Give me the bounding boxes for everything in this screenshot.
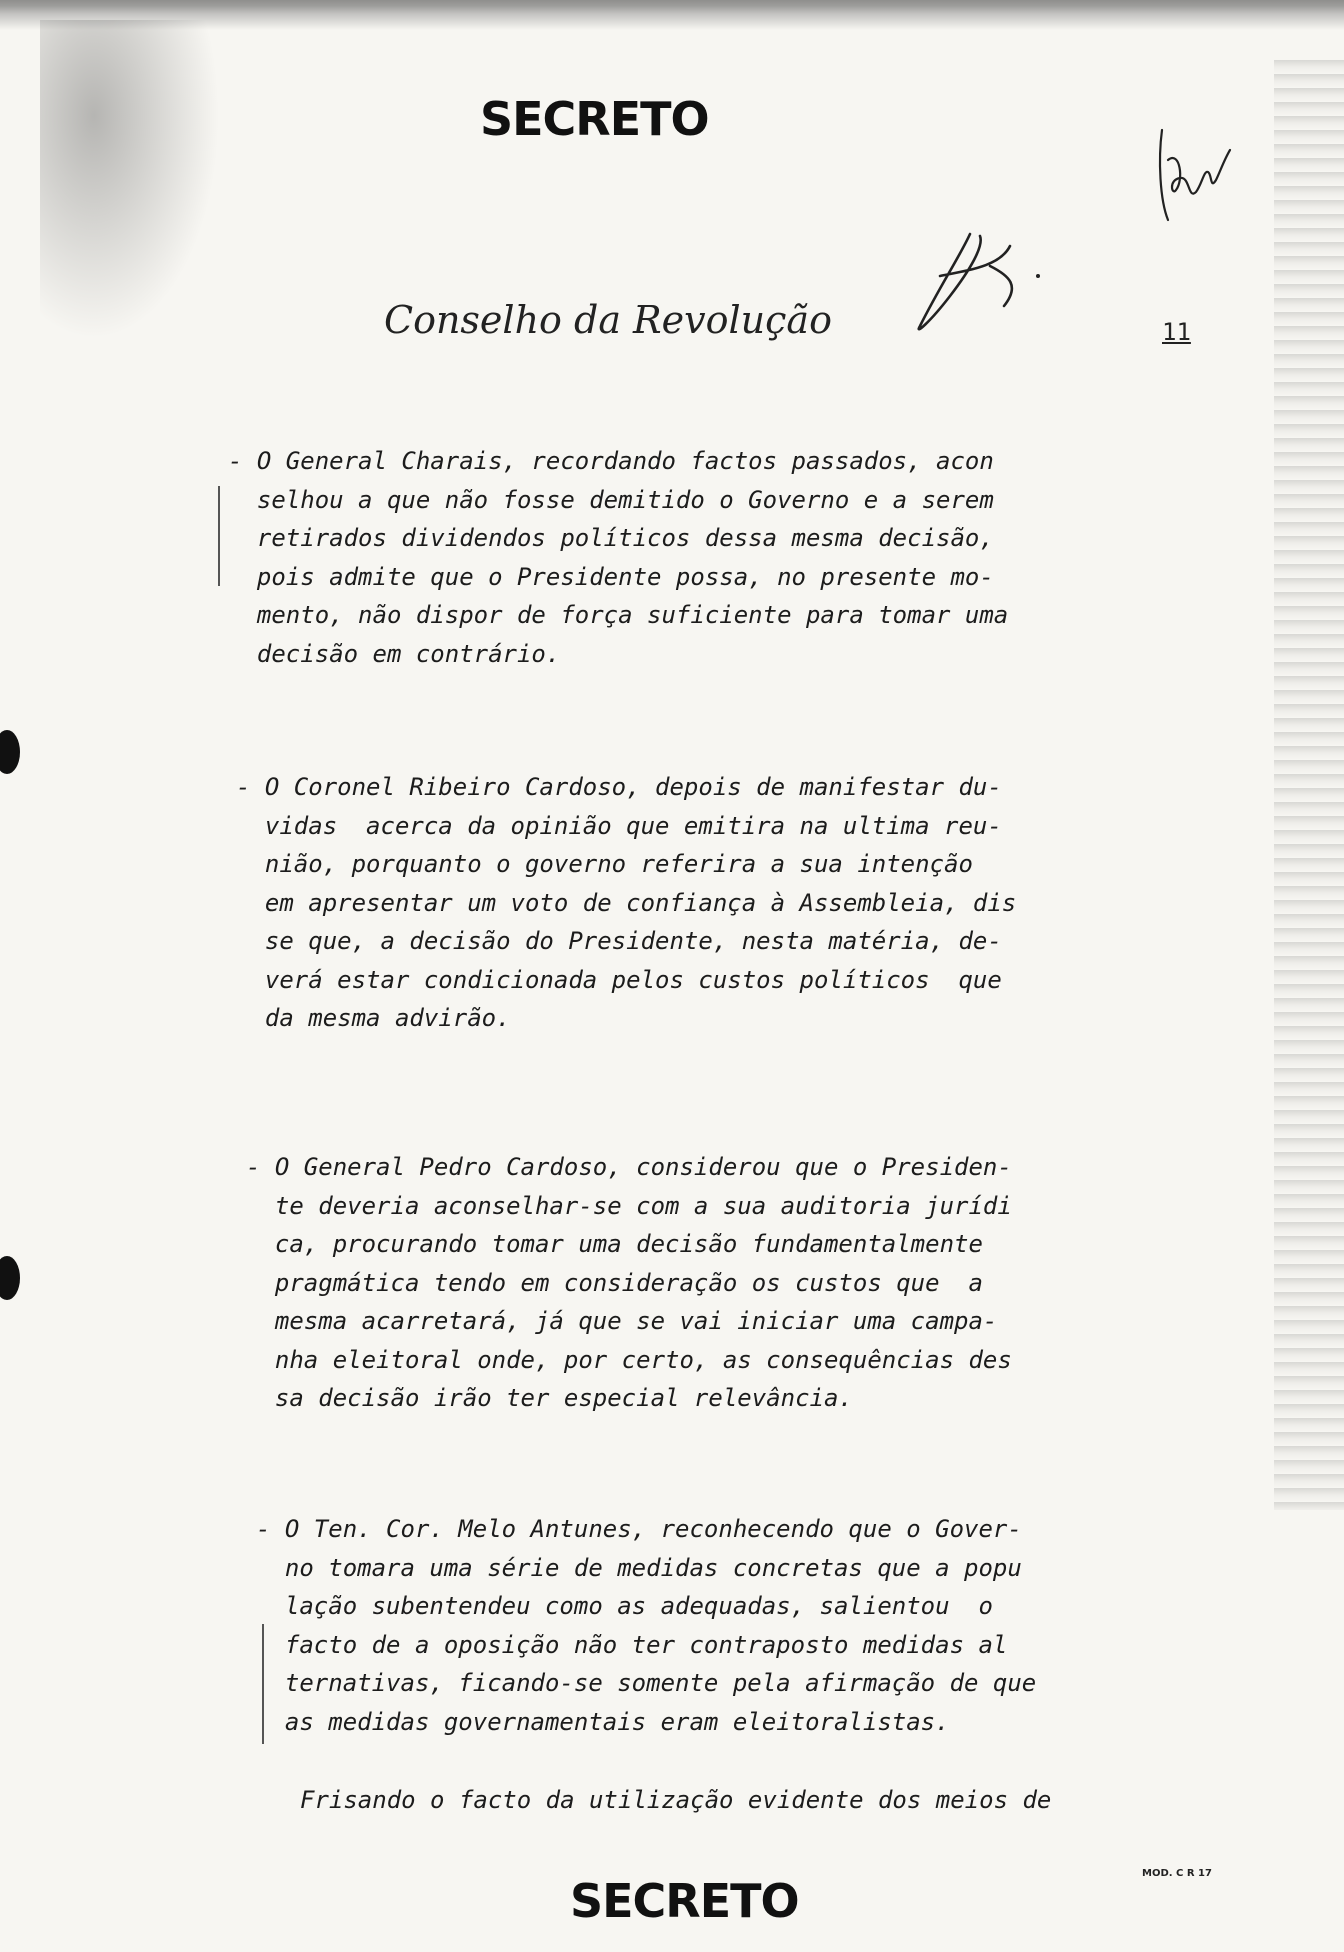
text-line: se que, a decisão do Presidente, nesta matéria, de- <box>236 927 1002 955</box>
scan-noise-left <box>40 20 220 340</box>
text-line: ca, procurando tomar uma decisão fundamentalmente <box>246 1230 983 1258</box>
text-line: pois admite que o Presidente possa, no presente mo- <box>228 562 994 591</box>
classification-stamp-top: SECRETO <box>480 92 709 146</box>
text-line: te deveria aconselhar-se com a sua auditoria jurídi <box>246 1191 1012 1220</box>
text-line: selhou a que não fosse demitido o Governo e a serem <box>228 485 994 514</box>
paragraph-pedro-cardoso <box>246 1148 1012 1418</box>
rubric-top-right <box>1150 120 1240 230</box>
text-line: em apresentar um voto de confiança à Assembleia, dis <box>236 888 1017 917</box>
form-code: MOD. C R 17 <box>1142 1868 1212 1879</box>
paragraph-charais <box>228 442 1008 673</box>
text-line: - O Coronel Ribeiro Cardoso, depois de manifestar du- <box>236 773 1002 801</box>
letterhead-title: Conselho da Revolução <box>384 298 832 342</box>
text-line: mesma acarretará, já que se vai iniciar uma campa- <box>246 1307 998 1335</box>
classification-stamp-bottom: SECRETO <box>570 1874 799 1928</box>
text-line: mento, não dispor de força suficiente para tomar uma <box>228 601 1009 629</box>
paragraph-melo-antunes <box>256 1510 1036 1741</box>
text-line: as medidas governamentais eram eleitoralistas. <box>256 1707 950 1736</box>
text-line: da mesma advirão. <box>236 1004 511 1032</box>
text-line: lação subentendeu como as adequadas, salientou o <box>256 1592 993 1620</box>
punch-hole-top <box>0 730 20 774</box>
margin-bracket-1 <box>218 486 220 586</box>
text-line: decisão em contrário. <box>228 639 561 668</box>
text-line: - O General Pedro Cardoso, considerou que o Presiden- <box>246 1153 1012 1181</box>
text-line: verá estar condicionada pelos custos políticos que <box>236 965 1002 994</box>
text-line: - O General Charais, recordando factos passados, acon <box>228 447 994 475</box>
rubric-center <box>900 226 1050 346</box>
text-line: facto de a oposição não ter contraposto medidas al <box>256 1630 1008 1659</box>
text-line: no tomara uma série de medidas concretas que a popu <box>256 1553 1022 1582</box>
text-line: nha eleitoral onde, por certo, as consequências des <box>246 1345 1012 1374</box>
text-line: retirados dividendos políticos dessa mesma decisão, <box>228 524 994 552</box>
punch-hole-bottom <box>0 1256 20 1300</box>
text-line: pragmática tendo em consideração os custos que a <box>246 1268 983 1297</box>
paragraph-ribeiro-cardoso <box>236 768 1016 1038</box>
page-number: 11 <box>1162 318 1191 346</box>
scan-noise-right <box>1274 60 1344 1510</box>
text-line: vidas acerca da opinião que emitira na ultima reu- <box>236 811 1002 840</box>
text-line: - O Ten. Cor. Melo Antunes, reconhecendo que o Gover- <box>256 1515 1022 1543</box>
text-line: nião, porquanto o governo referira a sua intenção <box>236 850 973 878</box>
continuation-line: Frisando o facto da utilização evidente dos meios de <box>300 1786 1052 1814</box>
text-line: sa decisão irão ter especial relevância. <box>246 1384 853 1412</box>
text-line: ternativas, ficando-se somente pela afirmação de que <box>256 1669 1037 1697</box>
